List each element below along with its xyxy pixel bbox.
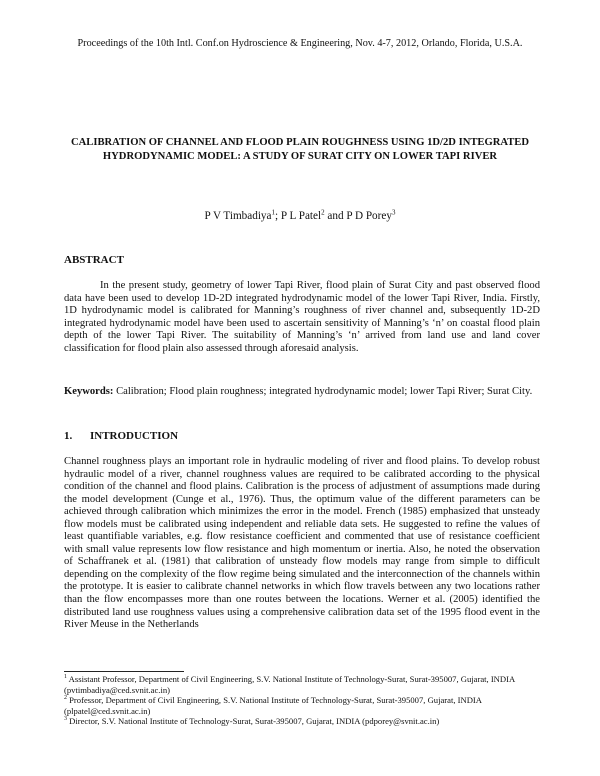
keywords-text: Calibration; Flood plain roughness; integrated hydrodynamic model; lower Tapi River; Surat City. — [113, 386, 533, 397]
affiliation-mark: 1 — [271, 208, 275, 217]
author-name: P D Porey — [346, 210, 392, 222]
footnote-3 — [64, 716, 540, 727]
footnote-mark: 2 — [64, 695, 67, 702]
footnote-text: Professor, Department of Civil Engineering, S.V. National Institute of Technology-Surat, Surat-395007, Gujarat, INDIA (plpatel@ced.svnit.ac.in) — [64, 695, 482, 716]
abstract-text: In the present study, geometry of lower Tapi River, flood plain of Surat City and past observed flood data have been used to develop 1D-2D integrated hydrodynamic model of the lower Tapi River, India. Firstly, 1D hydrodynamic model is calibrated for Manning’s roughness of river channel and, subsequently 1D-2D integrated hydrodynamic model have been used to ascertain sensitivity of Manning’s ‘n’ on coastal flood plain depth of the lower Tapi River. The suitability of Manning’s ‘n’ arrived from land use and land cover classification for flood plain also assessed through aforesaid analysis. — [64, 280, 540, 354]
footnote-text: Director, S.V. National Institute of Technology-Surat, Surat-395007, Gujarat, INDIA (pdporey@svnit.ac.in) — [67, 716, 440, 727]
footnote-2 — [64, 695, 540, 716]
abstract-heading: ABSTRACT — [64, 254, 124, 266]
affiliation-mark: 2 — [321, 208, 325, 217]
footnote-mark: 1 — [64, 674, 67, 681]
section-heading-introduction — [64, 430, 178, 442]
running-head: Proceedings of the 10th Intl. Conf.on Hydroscience & Engineering, Nov. 4-7, 2012, Orlando, Florida, U.S.A. — [77, 38, 523, 49]
footnotes — [64, 674, 540, 727]
author-name: P L Patel — [280, 210, 322, 222]
affiliation-mark: 3 — [391, 208, 396, 217]
introduction-text: Channel roughness plays an important role in hydraulic modeling of river and flood plains. To develop robust hydraulic model of a river, channel roughness values are required to be calibrated according to the physical condition of the channel and flood plains. Calibration is the process of adjustment of assumptions made during the model development (Cunge et al., 1976). Thus, the optimum value of the different parameters can be achieved through calibration which minimizes the error in the model. French (1985) emphasized that unsteady flow models must be calibrated using independent and reliable data sets. He suggested to refine the values of least quantifiable variables, e.g. flow resistance coefficient and commented that use of resistance coefficient with small value represents low flow resistance and high momentum or inertia. Also, he noted the observation of Schaffranek et al. (1981) that calibration of unsteady flow models may range from simple to difficult depending on the complexity of the flow regime being simulated and the interconnection of the channels within the prototype. It is easier to calibrate channel networks in which flow travels between any two locations rather than the flow encompasses more than one routes between the locations. Werner et al. (2005) identified the distributed land use roughness values using a comprehensive calibration data set of the 1995 flood event in the River Meuse in the Netherlands — [64, 456, 540, 631]
footnote-mark: 3 — [64, 716, 67, 723]
keywords-paragraph — [64, 386, 540, 399]
footnote-divider — [64, 671, 184, 672]
author-separator: ; — [275, 210, 281, 222]
author-name: P V Timbadiya — [204, 210, 272, 222]
footnote-1 — [64, 674, 540, 695]
footnote-text: Assistant Professor, Department of Civil Engineering, S.V. National Institute of Technology-Surat, Surat-395007, Gujarat, INDIA (pvtimbadiya@ced.svnit.ac.in) — [64, 674, 515, 695]
section-number: 1. — [64, 430, 73, 442]
paper-title: CALIBRATION OF CHANNEL AND FLOOD PLAIN ROUGHNESS USING 1D/2D INTEGRATED HYDRODYNAMIC MODEL: A STUDY OF SURAT CITY ON LOWER TAPI RIVER — [70, 137, 530, 162]
section-title: INTRODUCTION — [90, 430, 179, 442]
author-separator: and — [324, 210, 347, 222]
author-line — [100, 210, 500, 222]
keywords-label: Keywords: — [64, 386, 114, 397]
